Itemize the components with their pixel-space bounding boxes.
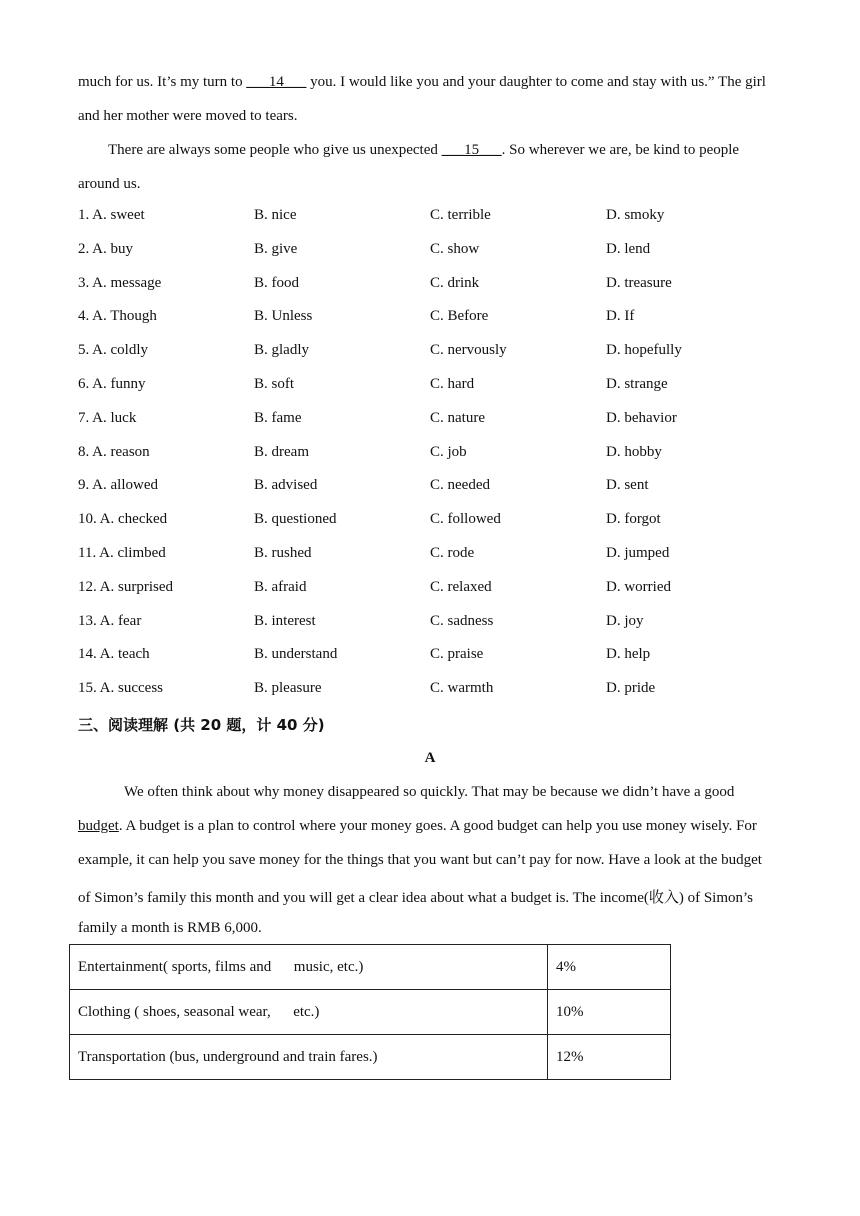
option-b: B. advised: [254, 477, 318, 494]
option-row: [78, 579, 778, 613]
option-a: 12. A. surprised: [78, 578, 173, 595]
option-d: D. strange: [606, 375, 668, 392]
passage-heading: A: [424, 750, 436, 766]
option-a: 5. A. coldly: [78, 342, 148, 359]
option-d: D. lend: [606, 240, 651, 257]
passage-text: . So wherever we are, be kind to people: [501, 142, 740, 158]
option-a: 11. A. climbed: [78, 544, 166, 561]
option-row: [78, 376, 778, 410]
budget-item: Entertainment( sports, films and music, etc.): [70, 945, 548, 990]
option-d: D. treasure: [606, 274, 672, 291]
option-b: B. understand: [254, 646, 338, 663]
option-c: C. job: [430, 443, 467, 460]
budget-percent: 10%: [548, 990, 671, 1035]
option-b: B. rushed: [254, 544, 312, 561]
option-b: B. Unless: [254, 308, 313, 325]
passage-line: and her mother were moved to tears.: [78, 108, 298, 124]
option-c: C. drink: [430, 274, 480, 291]
option-row: [78, 511, 778, 545]
option-b: B. interest: [254, 612, 316, 629]
option-d: D. jumped: [606, 544, 670, 561]
option-b: B. soft: [254, 375, 295, 392]
reading-line: We often think about why money disappeared so quickly. That may be because we didn’t have a good: [124, 784, 735, 800]
option-a: 13. A. fear: [78, 612, 142, 629]
option-row: [78, 613, 778, 647]
option-c: C. Before: [430, 308, 489, 325]
option-c: C. show: [430, 240, 480, 257]
option-a: 14. A. teach: [78, 646, 150, 663]
option-d: D. hopefully: [606, 342, 682, 359]
option-c: C. hard: [430, 375, 475, 392]
option-d: D. If: [606, 308, 635, 325]
option-d: D. forgot: [606, 511, 661, 528]
option-row: [78, 410, 778, 444]
option-c: C. warmth: [430, 680, 494, 697]
table-row: [70, 990, 671, 1035]
reading-line: of Simon’s family this month and you will get a clear idea about what a budget is. The income(收入) of Simon’s: [78, 890, 754, 906]
option-c: C. praise: [430, 646, 484, 663]
option-row: [78, 477, 778, 511]
passage-text: much for us. It’s my turn to: [78, 74, 247, 90]
option-d: D. help: [606, 646, 651, 663]
table-row: [70, 1035, 671, 1080]
reading-line: example, it can help you save money for the things that you want but can’t pay for now. Have a look at the budget: [78, 852, 762, 868]
budget-item: Transportation (bus, underground and train fares.): [70, 1035, 548, 1080]
option-row: [78, 680, 778, 714]
option-b: B. give: [254, 240, 298, 257]
blank-14: ___14___: [246, 74, 307, 90]
option-a: 2. A. buy: [78, 240, 134, 257]
option-a: 1. A. sweet: [78, 207, 145, 223]
budget-percent: 12%: [548, 1035, 671, 1080]
option-d: D. joy: [606, 612, 644, 629]
reading-line: [78, 818, 757, 835]
option-b: B. pleasure: [254, 680, 322, 697]
option-c: C. needed: [430, 477, 490, 494]
table-row: [70, 945, 671, 990]
option-b: B. dream: [254, 443, 309, 460]
option-c: C. nervously: [430, 342, 507, 359]
option-a: 4. A. Though: [78, 308, 157, 325]
option-a: 9. A. allowed: [78, 477, 158, 494]
section-title: 三、阅读理解 (共 20 题，计 40 分): [78, 716, 325, 734]
option-d: D. hobby: [606, 443, 662, 460]
option-b: B. questioned: [254, 511, 337, 528]
option-d: D. worried: [606, 578, 671, 595]
option-c: C. terrible: [430, 207, 491, 223]
option-a: 10. A. checked: [78, 511, 168, 528]
option-row: [78, 275, 778, 309]
reading-text: . A budget is a plan to control where your money goes. A good budget can help you use money wisely. For: [118, 818, 757, 834]
option-a: 3. A. message: [78, 274, 162, 291]
options-list: [78, 207, 778, 714]
option-b: B. afraid: [254, 578, 307, 595]
budget-item: Clothing ( shoes, seasonal wear, etc.): [70, 990, 548, 1035]
reading-line: family a month is RMB 6,000.: [78, 920, 262, 936]
option-a: 6. A. funny: [78, 375, 146, 392]
option-b: B. fame: [254, 409, 302, 426]
option-row: [78, 241, 778, 275]
passage-line: around us.: [78, 176, 141, 192]
option-a: 8. A. reason: [78, 443, 150, 460]
option-row: [78, 308, 778, 342]
budget-percent: 4%: [548, 945, 671, 990]
option-b: B. nice: [254, 207, 297, 223]
option-row: [78, 444, 778, 478]
option-b: B. food: [254, 274, 299, 291]
budget-term: budget: [78, 818, 119, 834]
option-row: [78, 207, 778, 241]
option-c: C. nature: [430, 409, 485, 426]
option-a: 7. A. luck: [78, 409, 137, 426]
passage-line: [108, 142, 739, 159]
option-c: C. rode: [430, 544, 475, 561]
option-d: D. pride: [606, 680, 656, 697]
passage-text: you. I would like you and your daughter to come and stay with us.” The girl: [306, 74, 766, 90]
option-c: C. sadness: [430, 612, 494, 629]
option-d: D. sent: [606, 477, 649, 494]
option-row: [78, 342, 778, 376]
option-d: D. smoky: [606, 207, 665, 223]
option-c: C. followed: [430, 511, 501, 528]
option-c: C. relaxed: [430, 578, 492, 595]
budget-table: [69, 944, 671, 1080]
blank-15: ___15___: [441, 142, 502, 158]
option-b: B. gladly: [254, 342, 309, 359]
passage-text: There are always some people who give us unexpected: [108, 142, 442, 158]
option-row: [78, 545, 778, 579]
option-row: [78, 646, 778, 680]
option-d: D. behavior: [606, 409, 677, 426]
passage-line: [78, 74, 766, 91]
option-a: 15. A. success: [78, 680, 163, 697]
